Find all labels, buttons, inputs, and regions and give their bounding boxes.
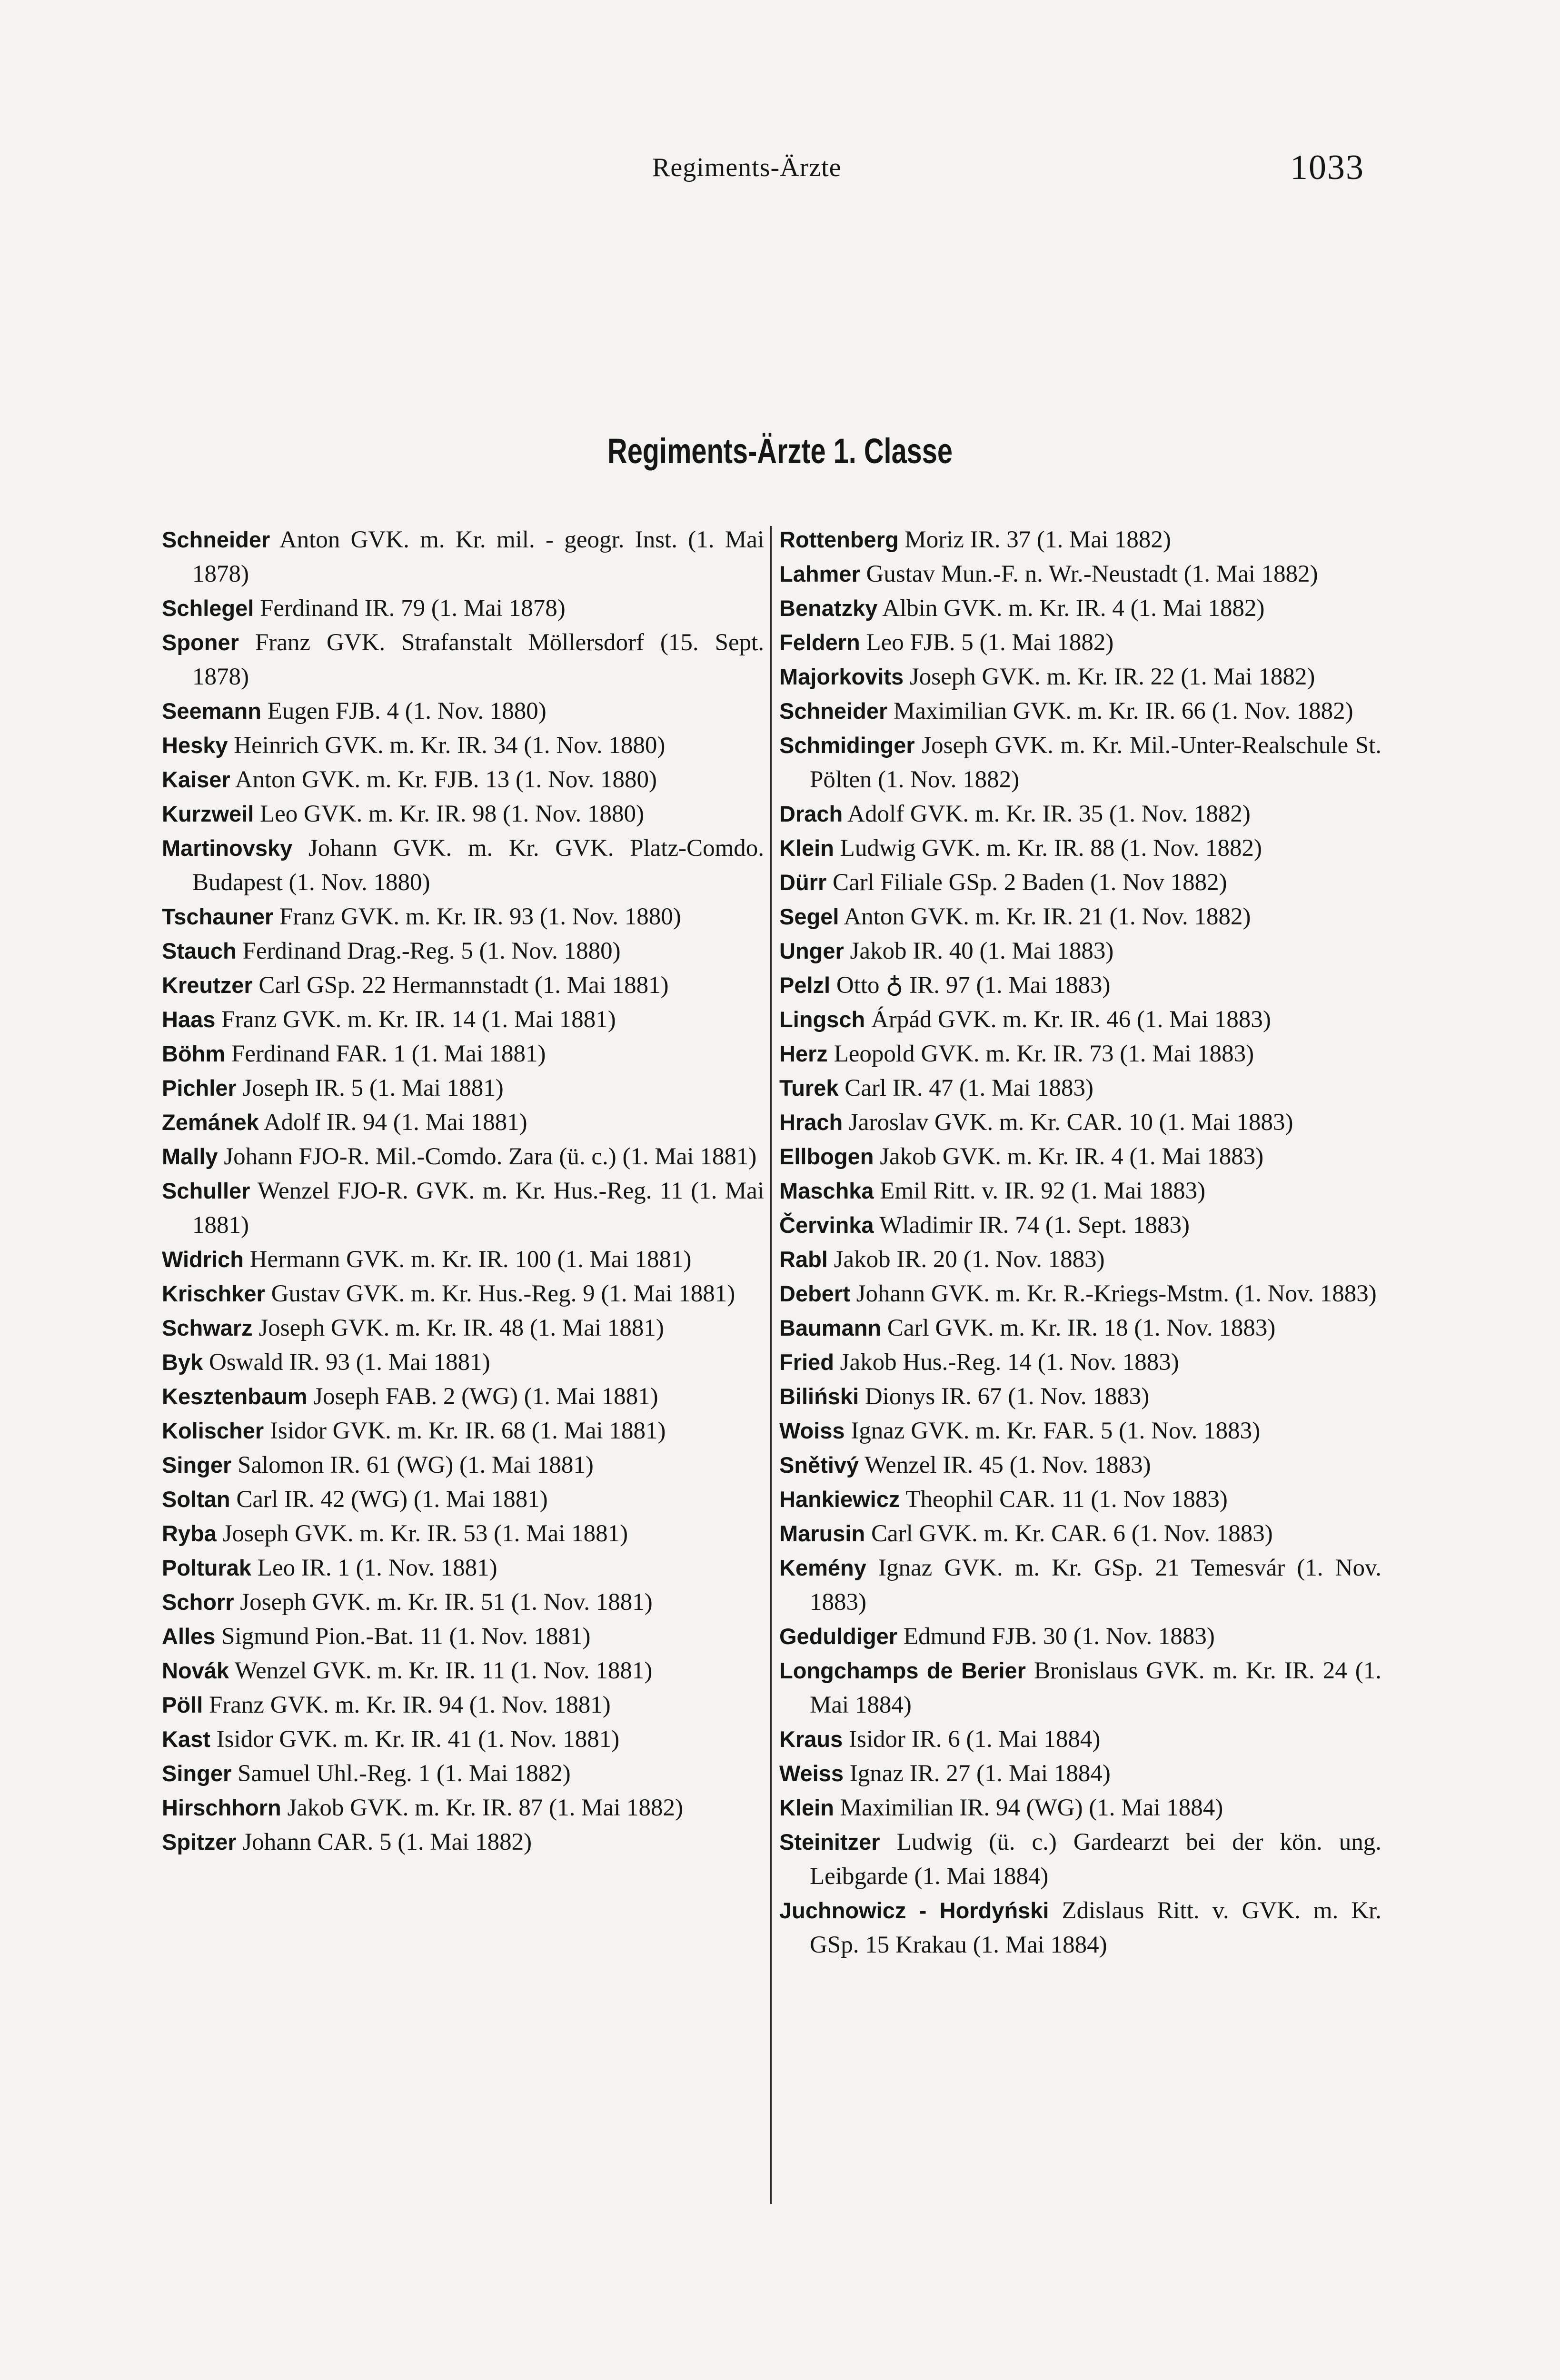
- register-entry: [162, 625, 764, 694]
- entry-details: Carl GVK. m. Kr. IR. 18 (1. Nov. 1883): [887, 1315, 1276, 1341]
- register-entry: [779, 1551, 1381, 1619]
- entry-surname: Schneider: [162, 527, 270, 552]
- register-entry: [162, 1619, 764, 1654]
- register-entry: [162, 1722, 764, 1756]
- entry-surname: Debert: [779, 1281, 850, 1306]
- entry-surname: Ryba: [162, 1521, 217, 1546]
- entry-details: Adolf IR. 94 (1. Mai 1881): [263, 1109, 527, 1136]
- entry-surname: Kurzweil: [162, 801, 254, 826]
- register-entry: [779, 1174, 1381, 1208]
- register-entry: [779, 1619, 1381, 1654]
- entry-details: Zdislaus Ritt. v. GVK. m. Kr. GSp. 15 Krakau (1. Mai 1884): [810, 1897, 1382, 1958]
- register-entry: [162, 728, 764, 763]
- entry-details: Ferdinand IR. 79 (1. Mai 1878): [260, 595, 566, 622]
- register-entry: [162, 1688, 764, 1722]
- entry-details: Maximilian IR. 94 (WG) (1. Mai 1884): [840, 1795, 1223, 1821]
- entry-details: Isidor GVK. m. Kr. IR. 41 (1. Nov. 1881): [216, 1726, 620, 1753]
- register-entry: [162, 1551, 764, 1585]
- register-entry: [162, 1311, 764, 1345]
- register-entry: [779, 1791, 1381, 1825]
- register-entry: [779, 1756, 1381, 1791]
- register-entry: [779, 1722, 1381, 1756]
- entry-surname: Pichler: [162, 1075, 237, 1101]
- entry-surname: Schwarz: [162, 1315, 253, 1340]
- register-entry: [779, 1482, 1381, 1517]
- entry-surname: Baumann: [779, 1315, 882, 1340]
- register-entry: [779, 1037, 1381, 1071]
- entry-details: Leo FJB. 5 (1. Mai 1882): [866, 629, 1114, 656]
- right-column: [779, 523, 1381, 1962]
- entry-details: Joseph GVK. m. Kr. IR. 48 (1. Mai 1881): [258, 1315, 664, 1341]
- left-column: [162, 523, 764, 1859]
- entry-surname: Unger: [779, 938, 844, 963]
- entry-surname: Juchnowicz - Hordyński: [779, 1898, 1049, 1923]
- register-entry: [162, 1242, 764, 1277]
- entry-details: Bronislaus GVK. m. Kr. IR. 24 (1. Mai 1884): [810, 1657, 1381, 1718]
- register-entry: [779, 1277, 1381, 1311]
- entry-details: Leo IR. 1 (1. Nov. 1881): [257, 1555, 497, 1581]
- entry-surname: Haas: [162, 1007, 216, 1032]
- entry-details: Carl Filiale GSp. 2 Baden (1. Nov 1882): [832, 869, 1227, 896]
- register-entry: [162, 1071, 764, 1105]
- entry-details: Jakob IR. 40 (1. Mai 1883): [850, 938, 1114, 964]
- register-entry: [779, 1517, 1381, 1551]
- register-entry: [162, 1002, 764, 1037]
- entry-surname: Dürr: [779, 870, 827, 895]
- register-entry: [779, 1825, 1381, 1894]
- page-header: [0, 143, 1560, 195]
- register-entry: [162, 1448, 764, 1482]
- entry-surname: Hankiewicz: [779, 1487, 900, 1512]
- register-entry: [779, 1379, 1381, 1414]
- entry-details: Ludwig GVK. m. Kr. IR. 88 (1. Nov. 1882): [840, 835, 1262, 862]
- register-entry: [162, 1174, 764, 1242]
- entry-details: Leopold GVK. m. Kr. IR. 73 (1. Mai 1883): [834, 1041, 1254, 1067]
- entry-details: Theophil CAR. 11 (1. Nov 1883): [905, 1486, 1228, 1513]
- entry-surname: Spitzer: [162, 1829, 237, 1854]
- entry-surname: Lahmer: [779, 561, 860, 586]
- entry-surname: Soltan: [162, 1487, 230, 1512]
- register-entry: [162, 831, 764, 900]
- entry-surname: Klein: [779, 1795, 834, 1820]
- entry-surname: Kast: [162, 1726, 210, 1752]
- entry-surname: Kraus: [779, 1726, 843, 1752]
- register-entry: [162, 1140, 764, 1174]
- entry-details: Wenzel FJO-R. GVK. m. Kr. Hus.-Reg. 11 (1. Mai 1881): [192, 1178, 764, 1239]
- register-entry: [162, 1037, 764, 1071]
- entry-details: Joseph IR. 5 (1. Mai 1881): [242, 1075, 504, 1101]
- entry-details: Jaroslav GVK. m. Kr. CAR. 10 (1. Mai 1883): [848, 1109, 1293, 1136]
- register-entry: [779, 1208, 1381, 1242]
- entry-surname: Feldern: [779, 630, 860, 655]
- entry-surname: Schneider: [779, 698, 888, 724]
- register-entry: [779, 1071, 1381, 1105]
- entry-surname: Pöll: [162, 1692, 203, 1717]
- register-entry: [779, 934, 1381, 968]
- entry-details: Edmund FJB. 30 (1. Nov. 1883): [903, 1623, 1215, 1650]
- entry-surname: Drach: [779, 801, 843, 826]
- entry-surname: Červinka: [779, 1212, 874, 1238]
- entry-details: Franz GVK. m. Kr. IR. 94 (1. Nov. 1881): [209, 1692, 611, 1718]
- entry-details: Carl GSp. 22 Hermannstadt (1. Mai 1881): [258, 972, 669, 999]
- register-entry: [162, 1482, 764, 1517]
- entry-surname: Herz: [779, 1041, 828, 1066]
- entry-surname: Krischker: [162, 1281, 265, 1306]
- register-entry: [162, 1756, 764, 1791]
- register-entry: [162, 1345, 764, 1379]
- register-entry: [779, 1448, 1381, 1482]
- entry-details: Wenzel IR. 45 (1. Nov. 1883): [864, 1452, 1151, 1478]
- entry-surname: Benatzky: [779, 595, 878, 621]
- entry-surname: Maschka: [779, 1178, 874, 1203]
- entry-surname: Klein: [779, 835, 834, 861]
- entry-surname: Woiss: [779, 1418, 845, 1443]
- entry-surname: Stauch: [162, 938, 237, 963]
- entry-surname: Martinovsky: [162, 835, 293, 861]
- entry-surname: Schorr: [162, 1589, 234, 1615]
- register-entry: [162, 1105, 764, 1140]
- register-entry: [779, 694, 1381, 728]
- entry-surname: Widrich: [162, 1247, 244, 1272]
- entry-details: Johann GVK. m. Kr. R.-Kriegs-Mstm. (1. Nov. 1883): [856, 1280, 1377, 1307]
- entry-details: Franz GVK. m. Kr. IR. 93 (1. Nov. 1880): [279, 903, 681, 930]
- entry-details: Franz GVK. Strafanstalt Möllersdorf (15. Sept. 1878): [192, 629, 764, 690]
- entry-details: Wenzel GVK. m. Kr. IR. 11 (1. Nov. 1881): [234, 1657, 653, 1684]
- register-entry: [162, 694, 764, 728]
- entry-surname: Longchamps de Berier: [779, 1658, 1026, 1683]
- register-entry: [779, 660, 1381, 694]
- entry-details: Johann FJO-R. Mil.-Comdo. Zara (ü. c.) (1. Mai 1881): [224, 1143, 757, 1170]
- entry-surname: Schmidinger: [779, 733, 915, 758]
- entry-surname: Kolischer: [162, 1418, 264, 1443]
- entry-surname: Snětivý: [779, 1452, 859, 1478]
- register-entry: [779, 1002, 1381, 1037]
- register-entry: [162, 1414, 764, 1448]
- entry-details: Jakob IR. 20 (1. Nov. 1883): [834, 1246, 1105, 1273]
- register-entry: [162, 591, 764, 625]
- entry-details: Ignaz GVK. m. Kr. FAR. 5 (1. Nov. 1883): [851, 1418, 1261, 1444]
- entry-details: Moriz IR. 37 (1. Mai 1882): [904, 526, 1171, 553]
- entry-details: Carl IR. 47 (1. Mai 1883): [845, 1075, 1093, 1101]
- entry-details: Sigmund Pion.-Bat. 11 (1. Nov. 1881): [221, 1623, 591, 1650]
- entry-surname: Turek: [779, 1075, 839, 1101]
- register-entry: [779, 900, 1381, 934]
- entry-details: Joseph FAB. 2 (WG) (1. Mai 1881): [313, 1383, 658, 1410]
- entry-details: Franz GVK. m. Kr. IR. 14 (1. Mai 1881): [221, 1006, 616, 1033]
- entry-surname: Biliński: [779, 1384, 859, 1409]
- entry-surname: Sponer: [162, 630, 239, 655]
- entry-details: Wladimir IR. 74 (1. Sept. 1883): [879, 1212, 1190, 1239]
- register-entry: [162, 900, 764, 934]
- register-entry: [779, 625, 1381, 660]
- register-entry: [162, 1654, 764, 1688]
- entry-surname: Novák: [162, 1658, 229, 1683]
- entry-surname: Steinitzer: [779, 1829, 880, 1854]
- entry-details: Leo GVK. m. Kr. IR. 98 (1. Nov. 1880): [260, 801, 644, 827]
- entry-surname: Hrach: [779, 1110, 843, 1135]
- entry-details: Adolf GVK. m. Kr. IR. 35 (1. Nov. 1882): [847, 801, 1251, 827]
- entry-surname: Seemann: [162, 698, 261, 724]
- entry-details: Joseph GVK. m. Kr. Mil.-Unter-Realschule St. Pölten (1. Nov. 1882): [810, 732, 1381, 793]
- entry-details: Joseph GVK. m. Kr. IR. 22 (1. Mai 1882): [909, 664, 1315, 690]
- entry-details: Ludwig (ü. c.) Gardearzt bei der kön. ung. Leibgarde (1. Mai 1884): [810, 1829, 1381, 1890]
- register-entry: [779, 1654, 1381, 1722]
- entry-details: Isidor GVK. m. Kr. IR. 68 (1. Mai 1881): [269, 1418, 666, 1444]
- entry-details: Jakob Hus.-Reg. 14 (1. Nov. 1883): [840, 1349, 1179, 1376]
- entry-details: Gustav Mun.-F. n. Wr.-Neustadt (1. Mai 1882): [866, 561, 1318, 587]
- entry-details: Joseph GVK. m. Kr. IR. 51 (1. Nov. 1881): [240, 1589, 653, 1616]
- entry-surname: Tschauner: [162, 904, 274, 929]
- entry-details: Hermann GVK. m. Kr. IR. 100 (1. Mai 1881): [249, 1246, 692, 1273]
- register-entry: [779, 831, 1381, 865]
- entry-details: Dionys IR. 67 (1. Nov. 1883): [864, 1383, 1150, 1410]
- entry-details: Ferdinand Drag.-Reg. 5 (1. Nov. 1880): [242, 938, 621, 964]
- register-entry: [779, 557, 1381, 591]
- entry-surname: Marusin: [779, 1521, 865, 1546]
- entry-details: Salomon IR. 61 (WG) (1. Mai 1881): [238, 1452, 594, 1478]
- entry-details: Anton GVK. m. Kr. mil. - geogr. Inst. (1. Mai 1878): [192, 526, 764, 587]
- entry-details: Árpád GVK. m. Kr. IR. 46 (1. Mai 1883): [871, 1006, 1271, 1033]
- entry-surname: Böhm: [162, 1041, 226, 1066]
- register-entry: [779, 1140, 1381, 1174]
- entry-surname: Byk: [162, 1349, 203, 1375]
- entry-details: Carl IR. 42 (WG) (1. Mai 1881): [236, 1486, 548, 1513]
- entry-surname: Schuller: [162, 1178, 250, 1203]
- entry-details: Albin GVK. m. Kr. IR. 4 (1. Mai 1882): [882, 595, 1265, 622]
- entry-surname: Lingsch: [779, 1007, 865, 1032]
- entry-surname: Kesztenbaum: [162, 1384, 308, 1409]
- register-entry: [162, 1277, 764, 1311]
- register-entry: [162, 1379, 764, 1414]
- entry-surname: Schlegel: [162, 595, 254, 621]
- entry-details: Otto ♁ IR. 97 (1. Mai 1883): [836, 972, 1111, 999]
- entry-details: Jakob GVK. m. Kr. IR. 4 (1. Mai 1883): [880, 1143, 1264, 1170]
- entry-surname: Rottenberg: [779, 527, 899, 552]
- entry-surname: Kaiser: [162, 767, 230, 792]
- register-entry: [162, 1825, 764, 1859]
- entry-details: Gustav GVK. m. Kr. Hus.-Reg. 9 (1. Mai 1881): [271, 1280, 735, 1307]
- entry-details: Maximilian GVK. m. Kr. IR. 66 (1. Nov. 1882): [894, 698, 1353, 724]
- register-entry: [779, 1311, 1381, 1345]
- register-entry: [779, 591, 1381, 625]
- entry-details: Joseph GVK. m. Kr. IR. 53 (1. Mai 1881): [222, 1520, 628, 1547]
- entry-details: Johann CAR. 5 (1. Mai 1882): [242, 1829, 532, 1855]
- entry-details: Johann GVK. m. Kr. GVK. Platz-Comdo. Budapest (1. Nov. 1880): [192, 835, 765, 896]
- register-entry: [779, 523, 1381, 557]
- section-title: Regiments-Ärzte 1. Classe: [607, 431, 953, 471]
- entry-surname: Hirschhorn: [162, 1795, 281, 1820]
- register-entry: [162, 1585, 764, 1619]
- running-title: Regiments-Ärzte: [652, 153, 842, 182]
- entry-details: Isidor IR. 6 (1. Mai 1884): [848, 1726, 1101, 1753]
- register-entry: [779, 1242, 1381, 1277]
- register-entry: [779, 797, 1381, 831]
- entry-details: Eugen FJB. 4 (1. Nov. 1880): [267, 698, 546, 724]
- entry-details: Carl GVK. m. Kr. CAR. 6 (1. Nov. 1883): [871, 1520, 1273, 1547]
- entry-surname: Majorkovits: [779, 664, 904, 689]
- entry-surname: Mally: [162, 1144, 218, 1169]
- entry-surname: Geduldiger: [779, 1624, 898, 1649]
- entry-surname: Segel: [779, 904, 839, 929]
- register-entry: [162, 523, 764, 591]
- register-entry: [779, 865, 1381, 900]
- entry-details: Emil Ritt. v. IR. 92 (1. Mai 1883): [880, 1178, 1206, 1204]
- entry-details: Heinrich GVK. m. Kr. IR. 34 (1. Nov. 1880): [234, 732, 666, 759]
- register-entry: [162, 934, 764, 968]
- entry-details: Ignaz IR. 27 (1. Mai 1884): [849, 1760, 1111, 1787]
- entry-details: Oswald IR. 93 (1. Mai 1881): [209, 1349, 490, 1376]
- entry-surname: Weiss: [779, 1761, 844, 1786]
- entry-details: Anton GVK. m. Kr. IR. 21 (1. Nov. 1882): [844, 903, 1251, 930]
- register-entry: [162, 797, 764, 831]
- register-entry: [162, 968, 764, 1002]
- entry-surname: Alles: [162, 1624, 216, 1649]
- entry-details: Ignaz GVK. m. Kr. GSp. 21 Temesvár (1. Nov. 1883): [810, 1555, 1381, 1616]
- entry-surname: Polturak: [162, 1555, 252, 1580]
- register-entry: [779, 1345, 1381, 1379]
- entry-surname: Zemánek: [162, 1110, 259, 1135]
- register-entry: [162, 763, 764, 797]
- entry-surname: Hesky: [162, 733, 228, 758]
- register-entry: [779, 1105, 1381, 1140]
- register-entry: [779, 1414, 1381, 1448]
- column-divider: [770, 526, 772, 2204]
- register-entry: [162, 1517, 764, 1551]
- register-entry: [779, 968, 1381, 1002]
- entry-details: Samuel Uhl.-Reg. 1 (1. Mai 1882): [238, 1760, 571, 1787]
- entry-details: Jakob GVK. m. Kr. IR. 87 (1. Mai 1882): [287, 1795, 683, 1821]
- entry-surname: Ellbogen: [779, 1144, 874, 1169]
- entry-surname: Kreutzer: [162, 972, 253, 998]
- entry-surname: Singer: [162, 1761, 232, 1786]
- entry-surname: Fried: [779, 1349, 834, 1375]
- entry-surname: Rabl: [779, 1247, 828, 1272]
- entry-surname: Singer: [162, 1452, 232, 1478]
- register-entry: [162, 1791, 764, 1825]
- entry-surname: Kemény: [779, 1555, 866, 1580]
- entry-details: Anton GVK. m. Kr. FJB. 13 (1. Nov. 1880): [235, 766, 657, 793]
- register-entry: [779, 728, 1381, 797]
- register-entry: [779, 1894, 1381, 1962]
- page-number: 1033: [1290, 148, 1364, 187]
- entry-surname: Pelzl: [779, 972, 831, 998]
- entry-details: Ferdinand FAR. 1 (1. Mai 1881): [231, 1041, 546, 1067]
